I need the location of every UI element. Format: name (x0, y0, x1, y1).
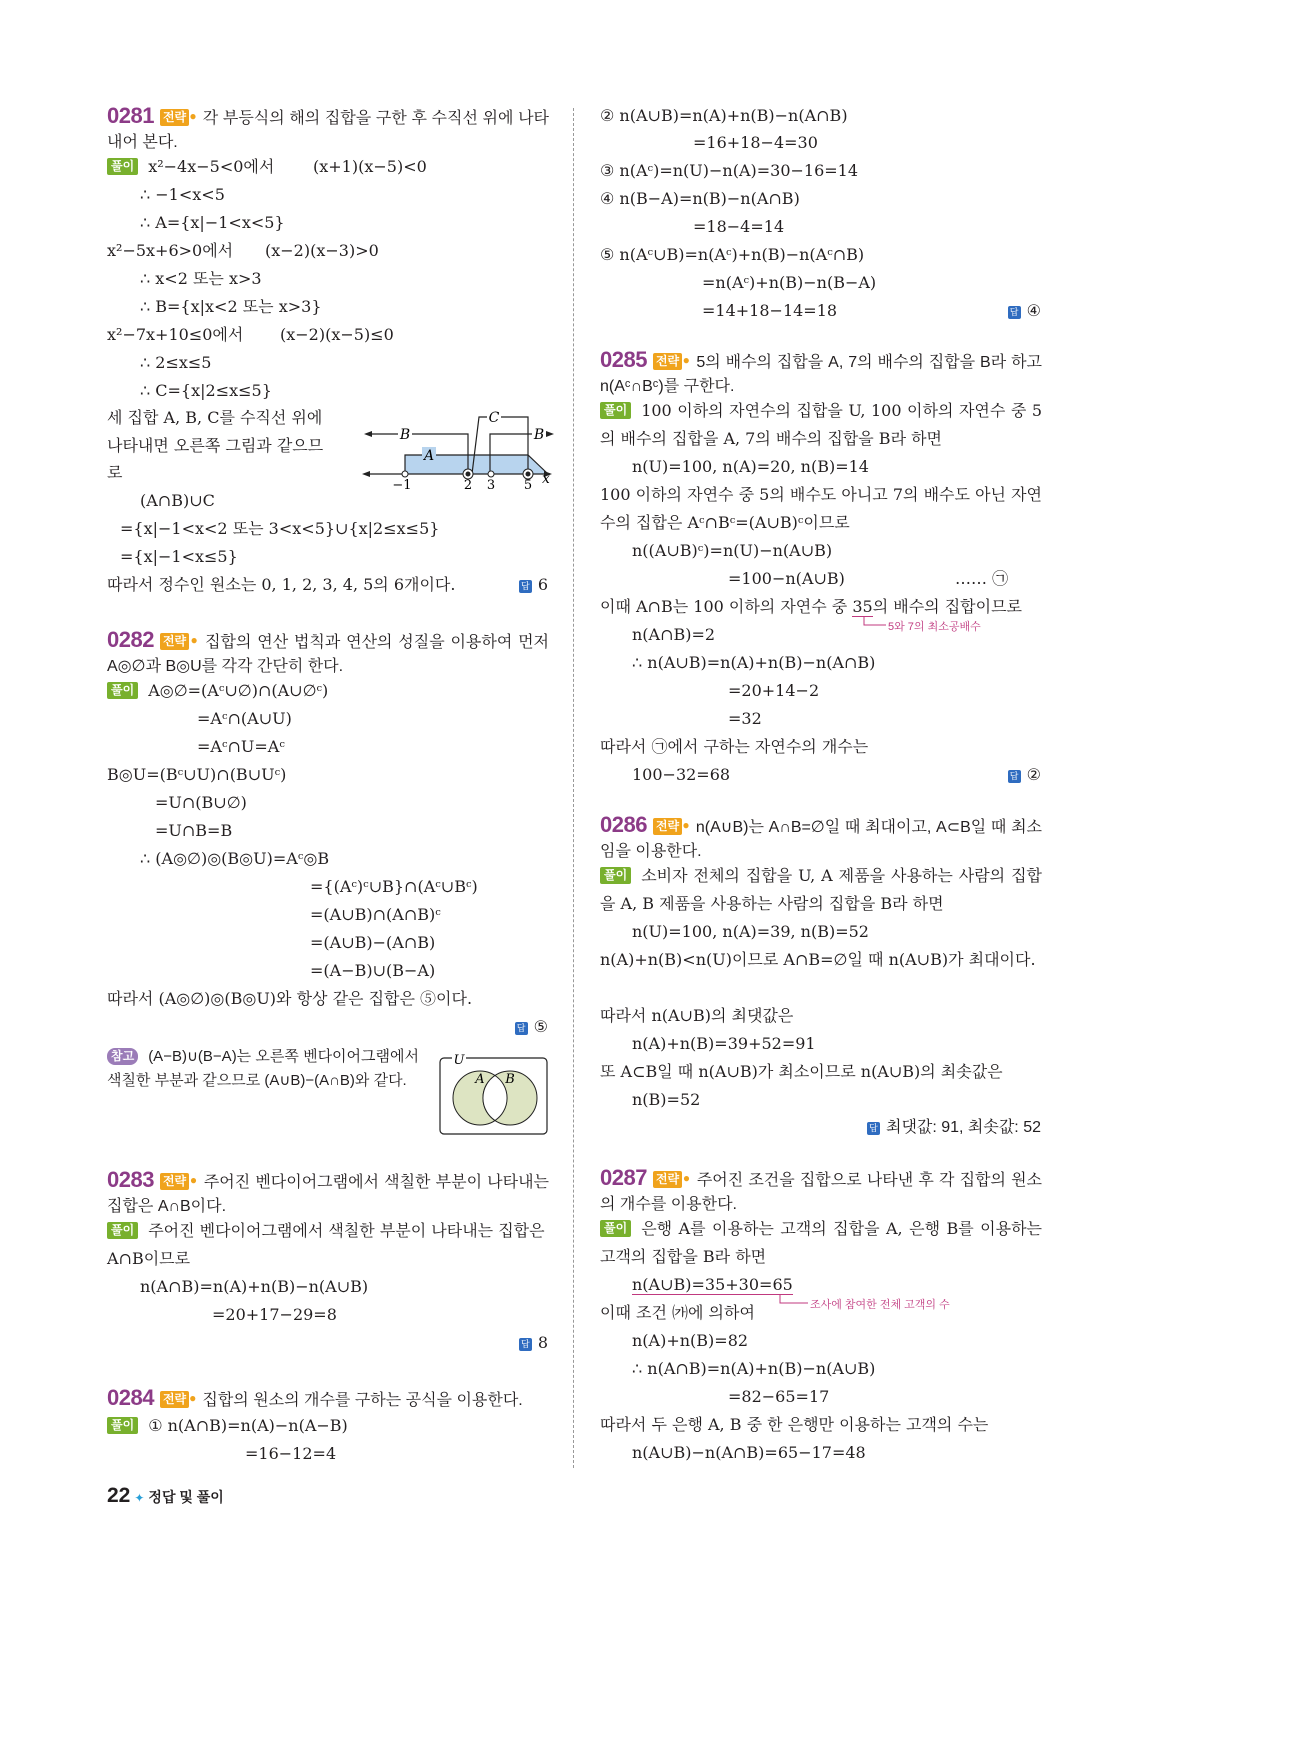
answer-icon: 답 (1008, 306, 1021, 319)
math-line: =(A−B)∪(B−A) (310, 961, 436, 980)
answer (519, 1331, 548, 1355)
math-line: n((A∪B)ᶜ)=n(U)−n(A∪B) (632, 541, 833, 560)
solution-badge: 풀이 (600, 402, 631, 419)
math-line: =(A∪B)−(A∩B) (310, 933, 436, 952)
math-line: n(B)=52 (632, 1090, 701, 1109)
math-line: =32 (728, 709, 762, 728)
problem-0281-header (107, 104, 549, 155)
problem-number: 0284 (107, 1385, 154, 1410)
bullet-icon: ● (189, 1173, 198, 1187)
answer (1008, 763, 1041, 787)
text-line: 세 집합 A, B, C를 수직선 위에 (107, 408, 323, 427)
text-line: A∩B이므로 (107, 1249, 191, 1268)
label-c: C (488, 410, 500, 426)
math-line: n(A∩B)=n(A)+n(B)−n(A∪B) (140, 1277, 369, 1296)
math-line: =14+18−14=18 (702, 301, 838, 320)
venn-diagram (438, 1053, 550, 1137)
math-line: ∴ (A◎∅)◎(B◎U)=Aᶜ◎B (140, 849, 330, 868)
answer (867, 1116, 1041, 1140)
math-line: ∴ B={x|x<2 또는 x>3} (140, 297, 322, 316)
annotation: 조사에 참여한 전체 고객의 수 (810, 1299, 950, 1311)
problem-number: 0282 (107, 627, 154, 652)
answer-icon: 답 (515, 1022, 528, 1035)
text-line: 이때 조건 ㈎에 의하여 (600, 1303, 755, 1322)
answer-icon: 답 (519, 1338, 532, 1351)
underlined-equation: n(A∪B)=35+30=65 (632, 1275, 793, 1294)
bullet-icon: ● (189, 109, 197, 123)
solution-badge: 풀이 (600, 1220, 631, 1237)
math-line: ∴ n(A∪B)=n(A)+n(B)−n(A∩B) (632, 653, 876, 672)
math-line: ={(Aᶜ)ᶜ∪B}∩(Aᶜ∪Bᶜ) (310, 877, 478, 896)
answer-value: 6 (537, 575, 548, 594)
strategy-badge: 전략 (653, 818, 682, 835)
page-number: 22 (107, 1484, 131, 1507)
solution-paragraph (600, 1215, 1042, 1271)
math-line: ③ n(Aᶜ)=n(U)−n(A)=30−16=14 (600, 161, 859, 180)
text-line: 로 (107, 463, 123, 482)
math-line: ② n(A∪B)=n(A)+n(B)−n(A∩B) (600, 106, 848, 125)
math-line: ∴ 2≤x≤5 (140, 353, 212, 372)
strategy-badge: 전략 (160, 1173, 189, 1190)
strategy-text: n(A∪B)는 A∩B=∅일 때 최대이고, A⊂B일 때 최소임을 이용한다. (600, 819, 1042, 860)
number-line-figure (360, 405, 555, 490)
venn-label-a: A (475, 1072, 485, 1087)
problem-number: 0285 (600, 347, 647, 372)
strategy-text: 주어진 벤다이어그램에서 색칠한 부분이 나타내는 집합은 A∩B이다. (107, 1174, 550, 1215)
solution-paragraph (600, 397, 1042, 453)
math-line: =16+18−4=30 (693, 133, 818, 152)
text: 소비자 전체의 집합을 U, A 제품을 사용하는 사람의 집합을 A, B 제품을 사용하는 사람의 집합을 B라 하면 (600, 866, 1042, 913)
strategy-badge: 전략 (160, 1391, 189, 1408)
column-divider (573, 108, 574, 1468)
strategy-text: 집합의 연산 법칙과 연산의 성질을 이용하여 먼저 A◎∅과 B◎U를 각각 간단히 한다. (107, 634, 549, 675)
math-line: ={x|−1<x≤5} (120, 547, 238, 566)
solution-badge: 풀이 (107, 158, 138, 175)
text-paragraph: n(A)+n(B)<n(U)이므로 A∩B=∅일 때 n(A∪B)가 최대이다. (600, 950, 1036, 969)
math-line: =Aᶜ∩U=Aᶜ (197, 737, 285, 756)
note-text: (A−B)∪(B−A)는 오른쪽 벤다이어그램에서 색칠한 부분과 같으므로 (A∪B)−(A∩B)와 같다. (107, 1048, 419, 1089)
solution-line (107, 679, 328, 703)
page-footer (107, 1484, 224, 1508)
math-line: ∴ x<2 또는 x>3 (140, 269, 262, 288)
answer-icon: 답 (1008, 770, 1021, 783)
math-line: =18−4=14 (693, 217, 785, 236)
math-line: ∴ n(A∩B)=n(A)+n(B)−n(A∪B) (632, 1359, 876, 1378)
text: 주어진 벤다이어그램에서 색칠한 부분이 나타내는 집합은 (148, 1221, 545, 1240)
math-line: ∴ C={x|2≤x≤5} (140, 381, 272, 400)
problem-number: 0281 (107, 103, 154, 128)
math-line: =82−65=17 (728, 1387, 830, 1406)
text: 의 배수의 집합이므로 (872, 597, 1022, 616)
strategy-text: 주어진 조건을 집합으로 나타낸 후 각 집합의 원소의 개수를 이용한다. (600, 1172, 1042, 1213)
answer (1008, 299, 1041, 323)
strategy-badge: 전략 (653, 353, 682, 370)
solution-badge: 풀이 (107, 682, 138, 699)
text-line: 따라서 정수인 원소는 0, 1, 2, 3, 4, 5의 6개이다. (107, 575, 456, 594)
text: 은행 A를 이용하는 고객의 집합을 A, 은행 B를 이용하는 고객의 집합을 B라 하면 (600, 1219, 1042, 1266)
problem-0286-header (600, 813, 1042, 864)
bullet-icon: ● (682, 353, 691, 367)
answer-value: ④ (1026, 301, 1041, 320)
solution-badge: 풀이 (107, 1222, 138, 1239)
note-badge: 참고 (107, 1048, 138, 1065)
text-paragraph: 100 이하의 자연수 중 5의 배수도 아니고 7의 배수도 아닌 자연수의 집합은 Aᶜ∩Bᶜ=(A∪B)ᶜ이므로 (600, 485, 1042, 532)
problem-number: 0287 (600, 1165, 647, 1190)
math-line: 100−32=68 (632, 765, 731, 784)
math-text: ① n(A∩B)=n(A)−n(A−B) (148, 1416, 348, 1435)
text-line: 따라서 두 은행 A, B 중 한 은행만 이용하는 고객의 수는 (600, 1415, 989, 1434)
math-line: B◎U=(Bᶜ∪U)∩(B∪Uᶜ) (107, 765, 287, 784)
math-line: (x−2)(x−3)>0 (265, 241, 379, 260)
math-line: ④ n(B−A)=n(B)−n(A∩B) (600, 189, 800, 208)
math-line: n(A)+n(B)=39+52=91 (632, 1034, 816, 1053)
answer (519, 573, 548, 597)
text-line: 또 A⊂B일 때 n(A∪B)가 최소이므로 n(A∪B)의 최솟값은 (600, 1062, 1003, 1081)
venn-label-u: U (453, 1053, 465, 1068)
answer-icon: 답 (519, 580, 532, 593)
problem-number: 0286 (600, 812, 647, 837)
math-line: n(U)=100, n(A)=20, n(B)=14 (632, 457, 869, 476)
strategy-text: 5의 배수의 집합을 A, 7의 배수의 집합을 B라 하고 n(Aᶜ∩Bᶜ)를 구한다. (600, 354, 1043, 395)
tick-label: 3 (486, 478, 496, 490)
answer-value: ② (1026, 765, 1041, 784)
label-b: B (399, 427, 411, 443)
problem-0285-header (600, 348, 1042, 399)
text-line: 따라서 ㉠에서 구하는 자연수의 개수는 (600, 737, 869, 756)
problem-0282-header (107, 628, 549, 679)
math-line: n(A∪B)−n(A∩B)=65−17=48 (632, 1443, 866, 1462)
answer-value: ⑤ (533, 1017, 548, 1036)
math-line: n(A)+n(B)=82 (632, 1331, 749, 1350)
tick-label: 2 (463, 478, 473, 490)
problem-number: 0283 (107, 1167, 154, 1192)
math-line: =U∩(B∪∅) (155, 793, 247, 812)
note-box (107, 1045, 419, 1093)
strategy-badge: 전략 (653, 1171, 682, 1188)
math-line: =100−n(A∪B) (728, 569, 845, 588)
strategy-badge: 전략 (160, 633, 189, 650)
solution-paragraph (600, 862, 1042, 918)
math-line: x²−7x+10≤0에서 (107, 325, 244, 344)
label-a: A (423, 448, 435, 464)
strategy-badge: 전략 (160, 109, 189, 126)
solution-line (107, 1219, 545, 1243)
math-line: ={x|−1<x<2 또는 3<x<5}∪{x|2≤x≤5} (120, 519, 440, 538)
problem-0283-header (107, 1168, 549, 1219)
problem-0287-header (600, 1166, 1042, 1217)
bullet-icon: ● (189, 633, 200, 647)
annotation-leader (858, 616, 888, 630)
underlined-number: 35 (852, 597, 873, 616)
math-line: ⑤ n(Aᶜ∪B)=n(Aᶜ)+n(B)−n(Aᶜ∩B) (600, 245, 865, 264)
label-b: B (533, 427, 545, 443)
answer-value: 최댓값: 91, 최솟값: 52 (885, 1119, 1041, 1136)
equation-marker: …… ㉠ (955, 569, 1009, 588)
text-line (600, 595, 1022, 619)
annotation-leader (774, 1294, 810, 1308)
text-line: 따라서 n(A∪B)의 최댓값은 (600, 1006, 794, 1025)
math-line: =U∩B=B (155, 821, 233, 840)
solution-line (107, 1414, 348, 1438)
text-line: 나타내면 오른쪽 그림과 같으므 (107, 436, 324, 455)
strategy-text: 각 부등식의 해의 집합을 구한 후 수직선 위에 나타내어 본다. (107, 110, 550, 151)
strategy-text: 집합의 원소의 개수를 구하는 공식을 이용한다. (202, 1392, 523, 1409)
annotation: 5와 7의 최소공배수 (888, 621, 981, 633)
math-line: ∴ −1<x<5 (140, 185, 225, 204)
problem-0284-header (107, 1386, 549, 1413)
venn-label-b: B (505, 1072, 515, 1087)
math-line: (x+1)(x−5)<0 (313, 157, 427, 176)
answer-value: 8 (537, 1333, 548, 1352)
math-line (632, 1273, 793, 1297)
tick-label: −1 (392, 478, 412, 490)
math-line: ∴ A={x|−1<x<5} (140, 213, 285, 232)
math-line: n(A∩B)=2 (632, 625, 716, 644)
math-line: (x−2)(x−5)≤0 (280, 325, 394, 344)
text: 100 이하의 자연수의 집합을 U, 100 이하의 자연수 중 5의 배수의 집합을 A, 7의 배수의 집합을 B라 하면 (600, 401, 1042, 448)
math-text: A◎∅=(Aᶜ∪∅)∩(A∪∅ᶜ) (148, 681, 329, 700)
math-line: =Aᶜ∩(A∪U) (197, 709, 292, 728)
math-line: =16−12=4 (245, 1444, 337, 1463)
solution-badge: 풀이 (600, 867, 631, 884)
math-line: =20+14−2 (728, 681, 820, 700)
math-line: =n(Aᶜ)+n(B)−n(B−A) (702, 273, 877, 292)
bullet-icon: ● (682, 818, 690, 832)
math-line: =(A∪B)∩(A∩B)ᶜ (310, 905, 441, 924)
math-line: x²−5x+6>0에서 (107, 241, 234, 260)
tick-label: 5 (523, 478, 533, 490)
math-line: (A∩B)∪C (140, 491, 215, 510)
answer-icon: 답 (867, 1122, 880, 1135)
footer-title: 정답 및 풀이 (148, 1489, 224, 1505)
bullet-icon: ● (682, 1171, 691, 1185)
text-line: 따라서 (A◎∅)◎(B◎U)와 항상 같은 집합은 ⑤이다. (107, 989, 473, 1008)
solution-line (107, 155, 274, 179)
star-icon: ✦ (134, 1491, 145, 1505)
math-line: =20+17−29=8 (212, 1305, 337, 1324)
math-line: n(U)=100, n(A)=39, n(B)=52 (632, 922, 869, 941)
solution-badge: 풀이 (107, 1417, 138, 1434)
math-text: x²−4x−5<0에서 (148, 157, 275, 176)
bullet-icon: ● (189, 1391, 197, 1405)
axis-label: x (542, 471, 550, 487)
answer (515, 1015, 548, 1039)
text: 이때 A∩B는 100 이하의 자연수 중 (600, 597, 853, 616)
